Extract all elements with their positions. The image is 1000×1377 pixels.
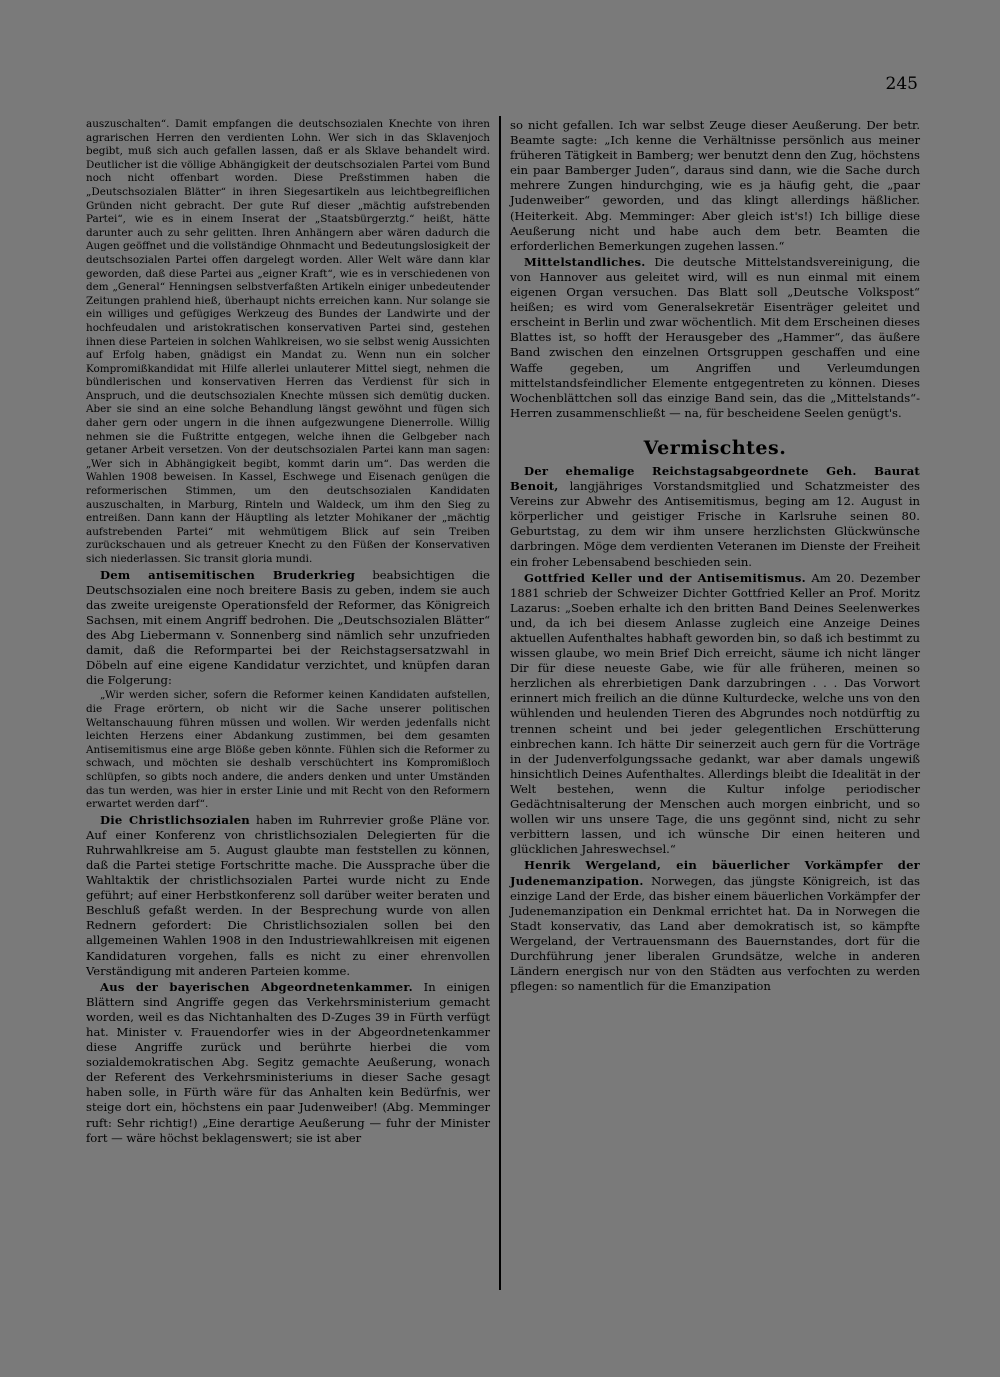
left-heading-bayerische-kammer: Aus der bayerischen Abgeordnetenkammer. [100, 979, 413, 994]
right-paragraph-5 [510, 858, 920, 994]
left-paragraph-3 [86, 813, 490, 979]
left-heading-bruderkrieg: Dem antisemitischen Bruderkrieg [100, 567, 356, 582]
column-divider [499, 116, 501, 1290]
right-paragraph-3 [510, 464, 920, 570]
left-column [86, 118, 490, 1147]
right-paragraph-1: so nicht gefallen. Ich war selbst Zeuge dieser Aeußerung. Der betr. Beamte sagte: „Ich kenne die Verhältnisse persönlich aus meiner früheren Tätigkeit in Bamberg; wer benutzt denn den Zug, höchstens ein paar Bamberger Juden“, daraus sind dann, wie die Sache durch mehrere Zungen hindurchging, wie es ja häufig geht, die „paar Judenweiber“ geworden, und das klingt allerdings häßlicher. (Heiterkeit. Abg. Memminger: Aber gleich ist's!) Ich billige diese Aeußerung nicht und habe auch dem betr. Beamten die erforderlichen Bemerkungen zugehen lassen.“ [510, 118, 920, 253]
right-heading-wergeland: Henrik Wergeland, ein bäuerlicher Vorkämpfer der Judenemanzipation. [510, 858, 920, 888]
left-heading-christlichsoziale: Die Christlichsozialen [100, 812, 250, 827]
left-paragraph-1: auszuschalten“. Damit empfangen die deutschsozialen Knechte von ihren agrarischen Herren den verdienten Lohn. Wer sich in das Sklavenjoch begibt, muß sich auch gefallen lassen, daß er als Sklave behandelt wird. Deutlicher ist die völlige Abhängigkeit der deutschsozialen Partei vom Bund noch nicht offenbart worden. Diese Preßstimmen haben die „Deutschsozialen Blätter“ in ihren Siegesartikeln aus leichtbegreiflichen Gründen nicht gebracht. Der gute Ruf dieser „mächtig aufstrebenden Partei“, wie es in einem Inserat der „Staatsbürgerztg.“ heißt, hätte darunter auch zu sehr gelitten. Ihren Anhängern aber wären dadurch die Augen geöffnet und die vollständige Ohnmacht und Bedeutungslosigkeit der deutschsozialen Partei offen dargelegt worden. Aller Welt wäre dann klar geworden, daß diese Partei aus „eigner Kraft“, wie es in verschiedenen von dem „General“ Henningsen selbstverfaßten Artikeln einiger unbedeutender Zeitungen prahlend hieß, überhaupt nichts erreichen kann. Nur solange sie ein williges und gefügiges Werkzeug des Bundes der Landwirte und der hochfeudalen und aristokratischen konservativen Partei sind, gestehen ihnen diese Parteien in solchen Wahlkreisen, wo sie selbst wenig Aussichten auf Erfolg haben, gnädigst ein Mandat zu. Wenn nun ein solcher Kompromißkandidat mit Hilfe allerlei unlauterer Mittel siegt, nehmen die bündlerischen und konservativen Herren das Verdienst für sich in Anspruch, und die deutschsozialen Knechte müssen sich demütig ducken. Aber sie sind an eine solche Behandlung längst gewöhnt und fügen sich daher gern oder ungern in die ihnen aufgezwungene Dienerrolle. Willig nehmen sie die Fußtritte entgegen, welche ihnen die Gelbgeber nach getaner Arbeit versetzen. Von der deutschsozialen Partei kann man sagen: „Wer sich in Abhängigkeit begibt, kommt darin um“. Das werden die Wahlen 1908 beweisen. In Kassel, Eschwege und Eisenach genügen die reformerischen Stimmen, um den deutschsozialen Kandidaten auszuschalten, in Marburg, Rinteln und Waldeck, um ihm den Sieg zu entreißen. Dann kann der Häuptling als letzter Mohikaner der „mächtig aufstrebenden Partei“ mit wehmütigem Blick auf sein Treiben zurückschauen und als getreuer Knecht zu den Füßen der Konservativen sich niederlassen. Sic transit gloria mundi. [86, 118, 490, 565]
right-text-mittelstand: Die deutsche Mittelstandsvereinigung, die von Hannover aus geleitet wird, will es nun einmal mit einem eigenen Organ versuchen. Das Blatt soll „Deutsche Volkspost“ heißen; es wird vom Generalsekretär Eisenträger geleitet und erscheint in Berlin und zwar wöchentlich. Mit dem Erscheinen dieses Blattes ist, so hofft der Herausgeber des „Hammer“, das äußere Band zwischen den einzelnen Ortsgruppen geschaffen und eine Waffe gegeben, um Angriffen und Verleumdungen mittelstandsfeindlicher Elemente entgegentreten zu können. Dieses Wochenblättchen soll das einzige Band sein, das die „Mittelstands“-Herren zusammenschließt — na, für bescheidene Seelen genügt's. [510, 254, 921, 420]
right-heading-benoit: Der ehemalige Reichstagsabgeordnete Geh. Baurat Benoit, [510, 463, 920, 494]
right-column [510, 118, 920, 995]
left-text-bayerische-kammer: In einigen Blättern sind Angriffe gegen das Verkehrsministerium gemacht worden, weil es das Nichtanhalten des D-Zuges 39 in Fürth verfügt hat. Minister v. Frauendorfer wies in der Abgeordnetenkammer diese Angriffe zurück und berührte hierbei die vom sozialdemokratischen Abg. Segitz gemachte Aeußerung, wonach der Referent des Verkehrsministeriums in dieser Sache gesagt haben solle, in Fürth wäre für das Anhalten kein Bedürfnis, wer steige dort ein, höchstens ein paar Judenweiber! (Abg. Memminger ruft: Sehr richtig!) „Eine derartige Aeußerung — fuhr der Minister fort — wäre höchst beklagenswert; sie ist aber [86, 979, 491, 1145]
right-heading-keller: Gottfried Keller und der Antisemitismus. [524, 570, 806, 585]
left-paragraph-2 [86, 568, 490, 689]
left-paragraph-4 [86, 980, 490, 1146]
right-text-keller: Am 20. Dezember 1881 schrieb der Schweizer Dichter Gottfried Keller an Prof. Moritz Lazarus: „Soeben erhalte ich den britten Band Deines Seelenwerkes und, da ich bei diesem Anlasse zugleich eine Anzeige Deines aktuellen Aufenthaltes habhaft geworden bin, so daß ich bestimmt zu wissen glaube, wo mein Brief Dich erreicht, säume ich nicht länger Dir für diese neueste Gabe, wie für alle früheren, meinen so herzlichen als ehrerbietigen Dank darzubringen . . . Das Vorwort erinnert mich freilich an die dünne Kulturdecke, welche uns von den wühlenden und heulenden Tieren des Abgrundes noch notdürftig zu trennen scheint und bei jeder gelegentlichen Erschütterung einbrechen kann. Ich hätte Dir seinerzeit auch gern für die Vorträge in der Judenverfolgungssache gedankt, war aber damals ungewiß hinsichtlich Deines Aufenthaltes. Allerdings bleibt die Idealität in der Welt bestehen, wenn die Kultur infolge periodischer Gedächtnisalterung der Menschen auch morgen einbricht, und so wollen wir uns unsere Tage, die uns gegönnt sind, nicht zu sehr verbittern lassen, und ich wünsche Dir einen heiteren und glücklichen Jahreswechsel.“ [510, 570, 920, 857]
left-quote-1: „Wir werden sicher, sofern die Reformer keinen Kandidaten aufstellen, die Frage erörtern, ob nicht wir die Sache unserer politischen Weltanschauung führen müssen und wollen. Wir werden jedenfalls nicht leichten Herzens einer Abdankung zustimmen, bei dem gesamten Antisemitismus eine arge Blöße geben könnte. Fühlen sich die Reformer zu schwach, und möchten sie deshalb verschüchtert ins Kompromißloch schlüpfen, so gibts noch andere, die anders denken und unter Umständen das tun werden, was hier in erster Linie und mit Recht von den Reformern erwartet werden darf“. [86, 689, 490, 811]
left-text-bruderkrieg: beabsichtigen die Deutschsozialen eine noch breitere Basis zu geben, indem sie auch das zweite ureigenste Operationsfeld der Reformer, das Königreich Sachsen, mit einem Angriff bedrohen. Die „Deutschsozialen Blätter“ des Abg Liebermann v. Sonnenberg sind nämlich sehr unzufrieden damit, daß die Reformpartei bei der Reichstagsersatzwahl in Döbeln auf eine eigene Kandidatur verzichtet, und knüpfen daran die Folgerung: [86, 567, 490, 688]
right-paragraph-4 [510, 571, 920, 858]
right-paragraph-2 [510, 255, 920, 421]
page-number: 245 [885, 74, 918, 94]
right-text-benoit: langjähriges Vorstandsmitglied und Schatzmeister des Vereins zur Abwehr des Antisemitismus, beging am 12. August in körperlicher und geistiger Frische in Karlsruhe seinen 80. Geburtstag, zu dem wir ihm unsere herzlichsten Glückwünsche darbringen. Möge dem verdienten Veteranen im Dienste der Freiheit ein froher Lebensabend beschieden sein. [510, 479, 920, 569]
left-text-christlichsoziale: haben im Ruhrrevier große Pläne vor. Auf einer Konferenz von christlichsozialen Delegierten für die Ruhrwahlkreise am 5. August glaubte man feststellen zu können, daß die Partei stetige Fortschritte mache. Die Aussprache über die Wahltaktik der christlichsozialen Partei wurde nicht zu Ende geführt; auf einer Herbstkonferenz soll darüber weiter beraten und Beschluß gefaßt werden. In der Besprechung wurde von allen Rednern gefordert: Die Christlichsozialen sollen bei den allgemeinen Wahlen 1908 in den Industriewahlkreisen mit eigenen Kandidaturen vorgehen, falls es nicht zu einer ehrenvollen Verständigung mit anderen Parteien komme. [86, 812, 490, 978]
section-heading-vermischtes: Vermischtes. [643, 436, 787, 459]
right-heading-mittelstand: Mittelstandliches. [524, 254, 646, 269]
right-text-wergeland: Norwegen, das jüngste Königreich, ist das einzige Land der Erde, das bisher einem bäuerlichen Vorkämpfer der Judenemanzipation ein Denkmal errichtet hat. Da in Norwegen die Stadt konservativ, das Land aber demokratisch ist, so kämpfte Wergeland, der Vertrauensmann des Bauernstandes, dort für die Durchführung jener liberalen Grundsätze, welche in anderen Ländern energisch nur von den Städten aus verfochten zu werden pflegen: so namentlich für die Emanzipation [510, 873, 920, 994]
